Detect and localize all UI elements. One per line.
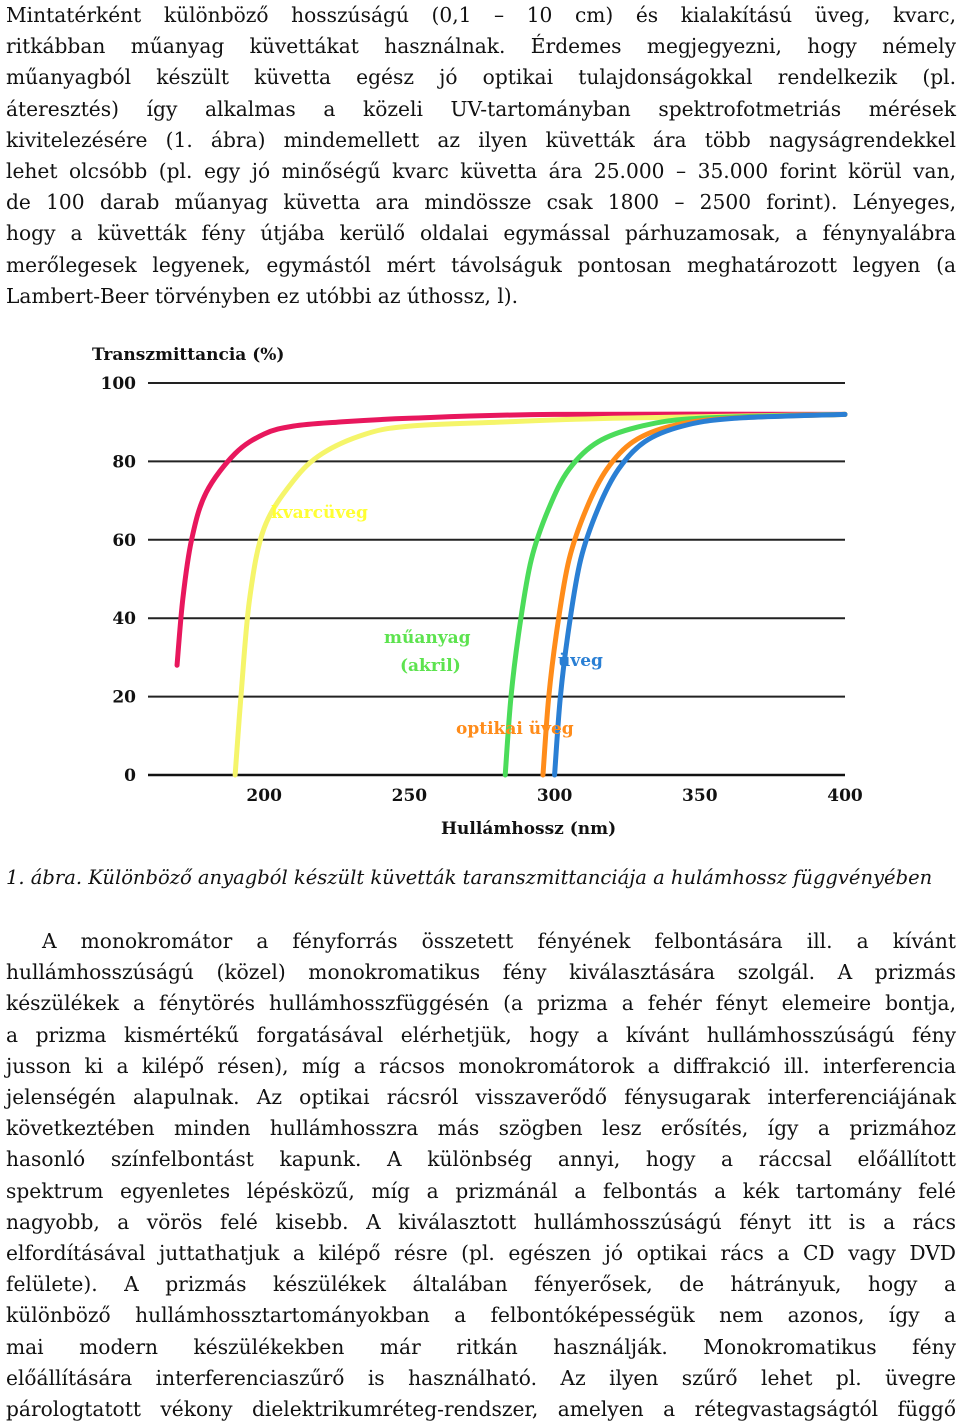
text-line: műanyagból készült küvetta egész jó optikai tulajdonságokkal rendelkezik (pl. xyxy=(6,65,956,90)
text-line: spektrum egyenletes lépésközű, míg a prizmánál a felbontás a kék tartomány felé xyxy=(6,1178,956,1203)
text-line: hullámhosszúságú (közel) monokromatikus fény kiválasztására szolgál. A prizmás xyxy=(6,960,956,985)
series-annotation: (akril) xyxy=(400,656,461,676)
text-line: előállítására interferenciaszűrő is használható. Az ilyen szűrő lehet pl. üvegre xyxy=(6,1365,956,1390)
series-line-4 xyxy=(555,414,845,775)
text-line: ritkábban műanyag küvettákat használnak. Érdemes megjegyezni, hogy némely xyxy=(6,34,956,59)
text-line: de 100 darab műanyag küvetta ara mindössze csak 1800 – 2500 forint). Lényeges, xyxy=(6,190,956,215)
figure-caption: 1. ábra. Különböző anyagból készült küvetták taranszmittanciája a hulámhossz függvényében xyxy=(6,866,933,889)
x-tick-label: 400 xyxy=(827,786,863,806)
y-tick-label: 100 xyxy=(100,374,136,394)
series-line-3 xyxy=(543,414,845,775)
monochromator-paragraph xyxy=(6,926,956,1425)
y-tick-label: 80 xyxy=(112,452,136,473)
y-tick-label: 20 xyxy=(112,687,136,708)
text-line: Mintatérként különböző hosszúságú (0,1 – 10 cm) és kialakítású üveg, kvarc, xyxy=(6,3,956,27)
text-line: következtében minden hullámhosszra más szögben lesz erősítés, így a prizmához xyxy=(6,1116,956,1141)
text-line: jusson ki a kilépő résen), míg a rácsos monokromátorok a diffrakció ill. interferencia xyxy=(6,1053,956,1078)
y-tick-labels xyxy=(101,374,137,786)
series-annotations xyxy=(271,503,603,739)
text-line: felülete). A prizmás készülékek általában fényerősek, de hátrányuk, hogy a xyxy=(6,1272,956,1297)
x-tick-label: 350 xyxy=(682,786,718,806)
text-line: merőlegesek legyenek, egymástól mért távolságuk pontosan meghatározott legyen (a xyxy=(6,252,956,277)
y-tick-label: 0 xyxy=(124,766,136,786)
x-tick-labels xyxy=(246,786,862,806)
text-line: a prizma kismértékű forgatásával elérhetjük, hogy a kívánt hullámhosszúságú fény xyxy=(6,1022,956,1047)
text-line: kivitelezésére (1. ábra) mindemellett az ilyen küvetták ára több nagyságrendekkel xyxy=(6,127,956,152)
text-line: A monokromátor a fényforrás összetett fényének felbontására ill. a kívánt xyxy=(42,929,956,953)
text-line: jelenségén alapulnak. Az optikai rácsról visszaverődő fénysugarak interferenciájának xyxy=(6,1085,956,1110)
text-line: áteresztés) így alkalmas a közeli UV-tartományban spektrofotmetriás mérések xyxy=(6,96,956,121)
text-line: elfordításával juttathatjuk a kilépő résre (pl. egészen jó optikai rács a CD vagy DVD xyxy=(6,1241,956,1266)
text-line: készülékek a fénytörés hullámhosszfüggésén (a prizma a fehér fényt elemeire bontja, xyxy=(6,991,956,1016)
text-line: mai modern készülékekben már ritkán használják. Monokromatikus fény xyxy=(6,1334,956,1359)
x-axis-label: Hullámhossz (nm) xyxy=(441,819,617,839)
x-tick-label: 200 xyxy=(246,786,282,806)
text-line: különböző hullámhossztartományokban a felbontóképességük nem azonos, így a xyxy=(6,1303,956,1328)
chart-svg xyxy=(86,338,866,843)
series-annotation: műanyag xyxy=(384,628,471,648)
intro-paragraph xyxy=(6,0,956,312)
series-annotation: kvarcüveg xyxy=(271,503,368,523)
series-annotation: üveg xyxy=(558,651,603,671)
y-tick-label: 60 xyxy=(112,530,136,551)
series-annotation: optikai üveg xyxy=(456,719,574,739)
x-tick-label: 300 xyxy=(536,786,573,806)
text-line: nagyobb, a vörös felé kisebb. A kiválasztott hullámhosszúságú fényt itt is a rács xyxy=(6,1209,956,1234)
x-tick-label: 250 xyxy=(391,786,428,806)
transmittance-chart xyxy=(86,338,866,843)
text-line: hogy a küvetták fény útjába kerülő oldalai egymással párhuzamosak, a fénynyalábra xyxy=(6,221,956,246)
text-line: Lambert-Beer törvényben ez utóbbi az úthossz, l). xyxy=(6,283,519,308)
text-line: lehet olcsóbb (pl. egy jó minőségű kvarc küvetta ára 25.000 – 35.000 forint körül van, xyxy=(6,159,956,184)
text-line: párologtatott vékony dielektrikumréteg-rendszer, amelyen a rétegvastagságtól függő xyxy=(6,1397,956,1422)
y-axis-label: Transzmittancia (%) xyxy=(92,345,285,365)
text-line: hasonló színfelbontást kapunk. A különbség annyi, hogy a ráccsal előállított xyxy=(6,1147,956,1172)
y-tick-label: 40 xyxy=(112,609,136,630)
